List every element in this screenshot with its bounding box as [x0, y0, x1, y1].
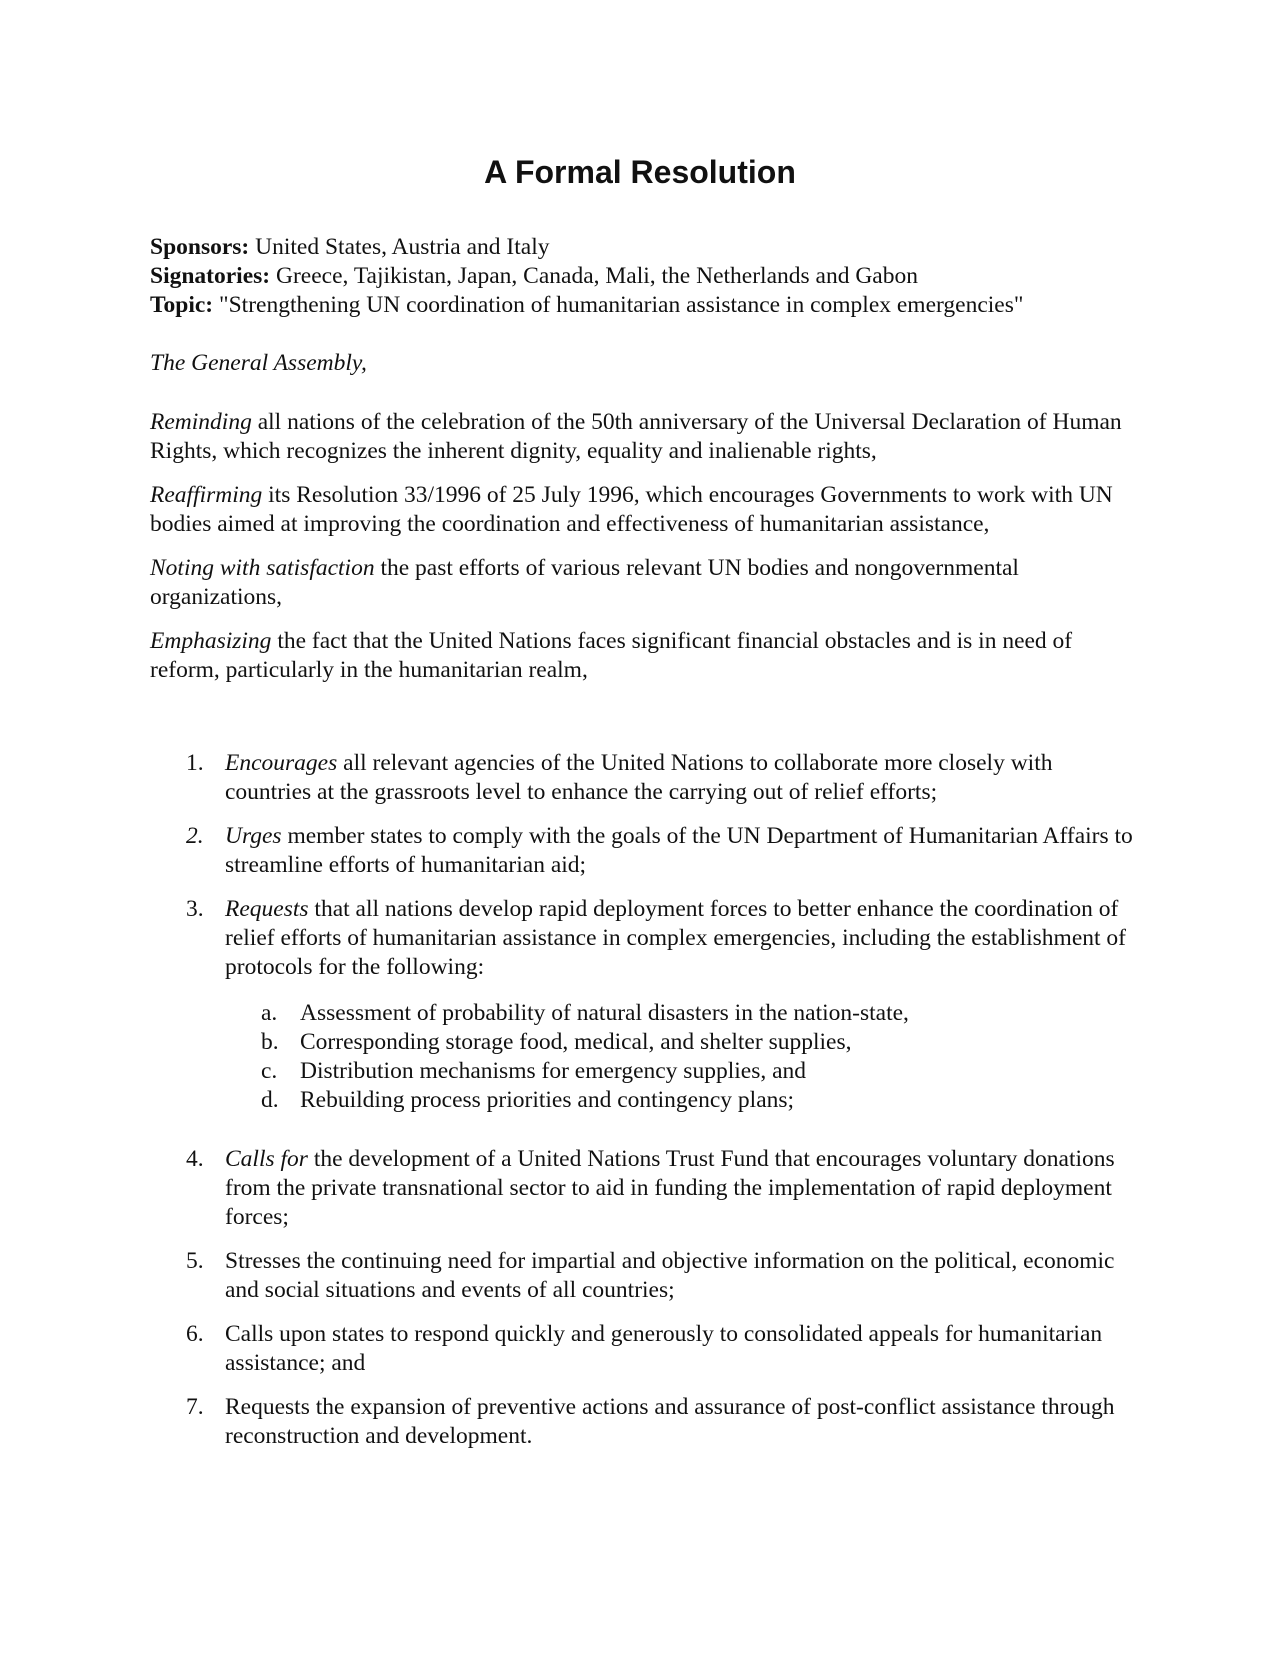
- clause-text: the fact that the United Nations faces significant financial obstacles and is in need of reform, particularly in the humanitarian realm,: [150, 628, 1073, 683]
- signatories-value: Greece, Tajikistan, Japan, Canada, Mali, the Netherlands and Gabon: [270, 263, 918, 289]
- document-title: A Formal Resolution: [484, 154, 796, 190]
- sponsors-label: Sponsors:: [150, 234, 250, 260]
- clause-text: Requests the expansion of preventive actions and assurance of post-conflict assistance through reconstruction and development.: [225, 1394, 1115, 1449]
- clause-lead: Urges: [225, 823, 282, 849]
- operative-clause: [150, 1320, 1135, 1378]
- clause-text: all relevant agencies of the United Nations to collaborate more closely with countries at the grassroots level to enhance the carrying out of relief efforts;: [225, 750, 1053, 805]
- general-assembly-heading: The General Assembly,: [150, 350, 367, 376]
- operative-clause: [150, 895, 1135, 1115]
- sublist-item: [225, 1057, 1135, 1086]
- clause-number: 7.: [186, 1394, 204, 1420]
- sublist-letter: c.: [261, 1058, 278, 1084]
- topic-value: "Strengthening UN coordination of humanitarian assistance in complex emergencies": [213, 292, 1024, 318]
- sublist-text: Assessment of probability of natural disasters in the nation-state,: [300, 1000, 909, 1026]
- clause-lead: Emphasizing: [150, 628, 272, 654]
- clause-number: 2.: [186, 823, 204, 849]
- preambular-clause: [150, 481, 1135, 539]
- sponsors-value: United States, Austria and Italy: [249, 234, 550, 260]
- sublist-letter: d.: [261, 1087, 279, 1113]
- clause-text: Stresses the continuing need for impartial and objective information on the political, economic and social situations and events of all countries;: [225, 1248, 1115, 1303]
- signatories-line: [150, 262, 1150, 291]
- clause-lead: Reaffirming: [150, 482, 263, 508]
- clause-lead: Requests: [225, 896, 309, 922]
- sublist-item: [225, 1028, 1135, 1057]
- sublist-text: Rebuilding process priorities and contingency plans;: [300, 1087, 795, 1113]
- clause-text: that all nations develop rapid deployment forces to better enhance the coordination of relief efforts of humanitarian assistance in complex emergencies, including the establishment of protocols for the following:: [225, 896, 1126, 980]
- clause-number: 5.: [186, 1248, 204, 1274]
- clause-text: the development of a United Nations Trust Fund that encourages voluntary donations from the private transnational sector to aid in funding the implementation of rapid deployment forces;: [225, 1146, 1115, 1230]
- resolution-metadata: [150, 233, 1150, 320]
- operative-clause: [150, 1393, 1135, 1451]
- clause-text: the past efforts of various relevant UN bodies and nongovernmental organizations,: [150, 555, 1019, 610]
- clause-text: member states to comply with the goals of the UN Department of Humanitarian Affairs to streamline efforts of humanitarian aid;: [225, 823, 1133, 878]
- clause-lead: Encourages: [225, 750, 338, 776]
- clause-number: 1.: [186, 750, 204, 776]
- clause-text: its Resolution 33/1996 of 25 July 1996, which encourages Governments to work with UN bodies aimed at improving the coordination and effectiveness of humanitarian assistance,: [150, 482, 1113, 537]
- clause-text: Calls upon states to respond quickly and generously to consolidated appeals for humanitarian assistance; and: [225, 1321, 1103, 1376]
- sublist-letter: b.: [261, 1029, 279, 1055]
- clause-number: 4.: [186, 1146, 204, 1172]
- sponsors-line: [150, 233, 1150, 262]
- clause-text: all nations of the celebration of the 50th anniversary of the Universal Declaration of Human Rights, which recognizes the inherent dignity, equality and inalienable rights,: [150, 409, 1122, 464]
- preambular-clauses: [150, 408, 1135, 700]
- sublist-letter: a.: [261, 1000, 278, 1026]
- clause-lead: Calls for: [225, 1146, 308, 1172]
- preambular-clause: [150, 408, 1135, 466]
- operative-clause: [150, 1247, 1135, 1305]
- operative-clause: [150, 1145, 1135, 1232]
- protocol-sublist: [225, 999, 1135, 1115]
- clause-lead: Noting with satisfaction: [150, 555, 375, 581]
- preambular-clause: [150, 554, 1135, 612]
- clause-number: 3.: [186, 896, 204, 922]
- operative-clause: [150, 749, 1135, 807]
- topic-label: Topic:: [150, 292, 214, 318]
- preambular-clause: [150, 627, 1135, 685]
- sublist-text: Corresponding storage food, medical, and shelter supplies,: [300, 1029, 852, 1055]
- clause-number: 6.: [186, 1321, 204, 1347]
- sublist-item: [225, 999, 1135, 1028]
- signatories-label: Signatories:: [150, 263, 271, 289]
- sublist-item: [225, 1086, 1135, 1115]
- clause-lead: Reminding: [150, 409, 252, 435]
- operative-clause: [150, 822, 1135, 880]
- sublist-text: Distribution mechanisms for emergency supplies, and: [300, 1058, 807, 1084]
- topic-line: [150, 291, 1150, 320]
- operative-clauses: [150, 749, 1135, 1466]
